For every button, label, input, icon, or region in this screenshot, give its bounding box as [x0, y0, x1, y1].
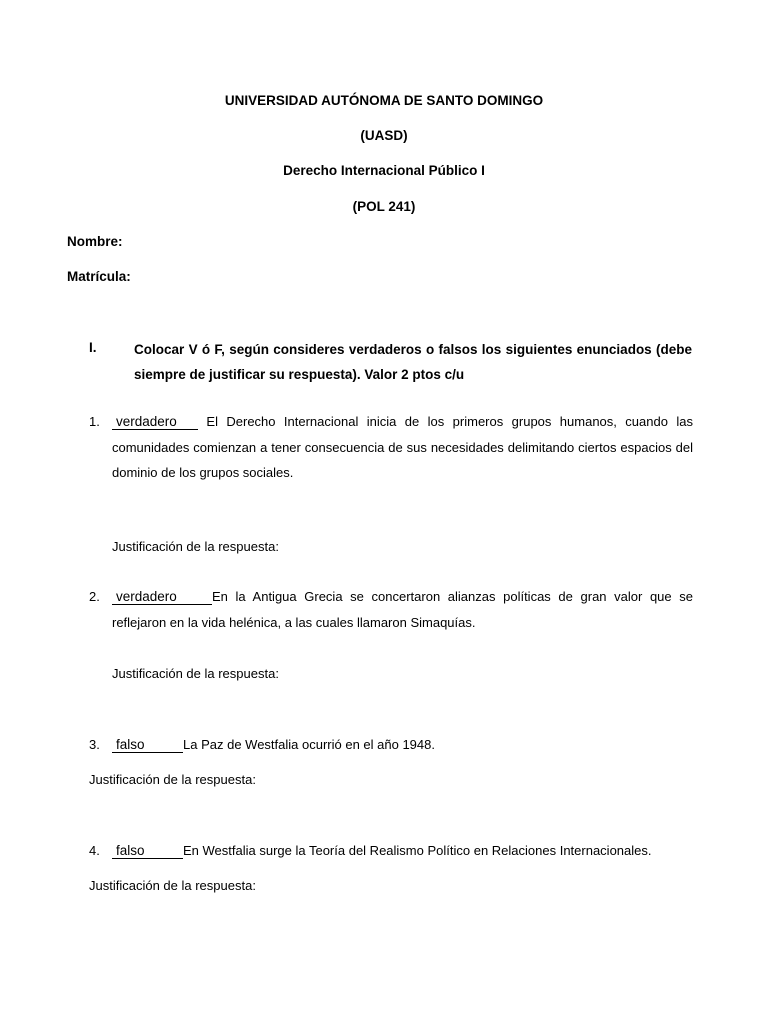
id-label: Matrícula:: [67, 269, 131, 284]
section-instructions: Colocar V ó F, según consideres verdaderos o falsos los siguientes enunciados (debe siempre de justificar su respuesta). Valor 2 ptos c/u: [134, 342, 692, 382]
answer-blank: [112, 589, 212, 605]
name-label: Nombre:: [67, 234, 123, 249]
section-number: I.: [89, 340, 97, 355]
question-item: [112, 838, 693, 864]
question-item: [112, 732, 693, 758]
question-statement: El Derecho Internacional inicia de los primeros grupos humanos, cuando las comunidades comienzan a tener consecuencia de sus necesidades delimitando ciertos espacios del dominio de los grupos sociales.: [112, 414, 693, 480]
question-statement: En Westfalia surge la Teoría del Realismo Político en Relaciones Internacionales.: [183, 843, 652, 858]
question-number: 4.: [89, 843, 100, 858]
course-code: (POL 241): [352, 199, 416, 214]
answer-blank: [112, 414, 198, 430]
justification-label: Justificación de la respuesta:: [89, 772, 256, 787]
justification-label: Justificación de la respuesta:: [89, 878, 256, 893]
justification-label: Justificación de la respuesta:: [112, 666, 279, 681]
question-item: [112, 409, 693, 486]
course-title: Derecho Internacional Público I: [283, 163, 485, 178]
university-acronym: (UASD): [360, 128, 408, 143]
university-title: UNIVERSIDAD AUTÓNOMA DE SANTO DOMINGO: [224, 93, 544, 108]
question-number: 1.: [89, 414, 100, 429]
answer-text: verdadero: [116, 589, 177, 604]
answer-text: verdadero: [116, 414, 177, 429]
question-number: 2.: [89, 589, 100, 604]
justification-label: Justificación de la respuesta:: [112, 539, 279, 554]
answer-blank: [112, 737, 183, 753]
question-number: 3.: [89, 737, 100, 752]
question-statement: La Paz de Westfalia ocurrió en el año 1948.: [183, 737, 435, 752]
answer-blank: [112, 843, 183, 859]
answer-text: falso: [116, 843, 145, 858]
answer-text: falso: [116, 737, 145, 752]
question-item: [112, 584, 693, 635]
question-statement: En la Antigua Grecia se concertaron alianzas políticas de gran valor que se reflejaron en la vida helénica, a las cuales llamaron Simaquías.: [112, 589, 693, 630]
